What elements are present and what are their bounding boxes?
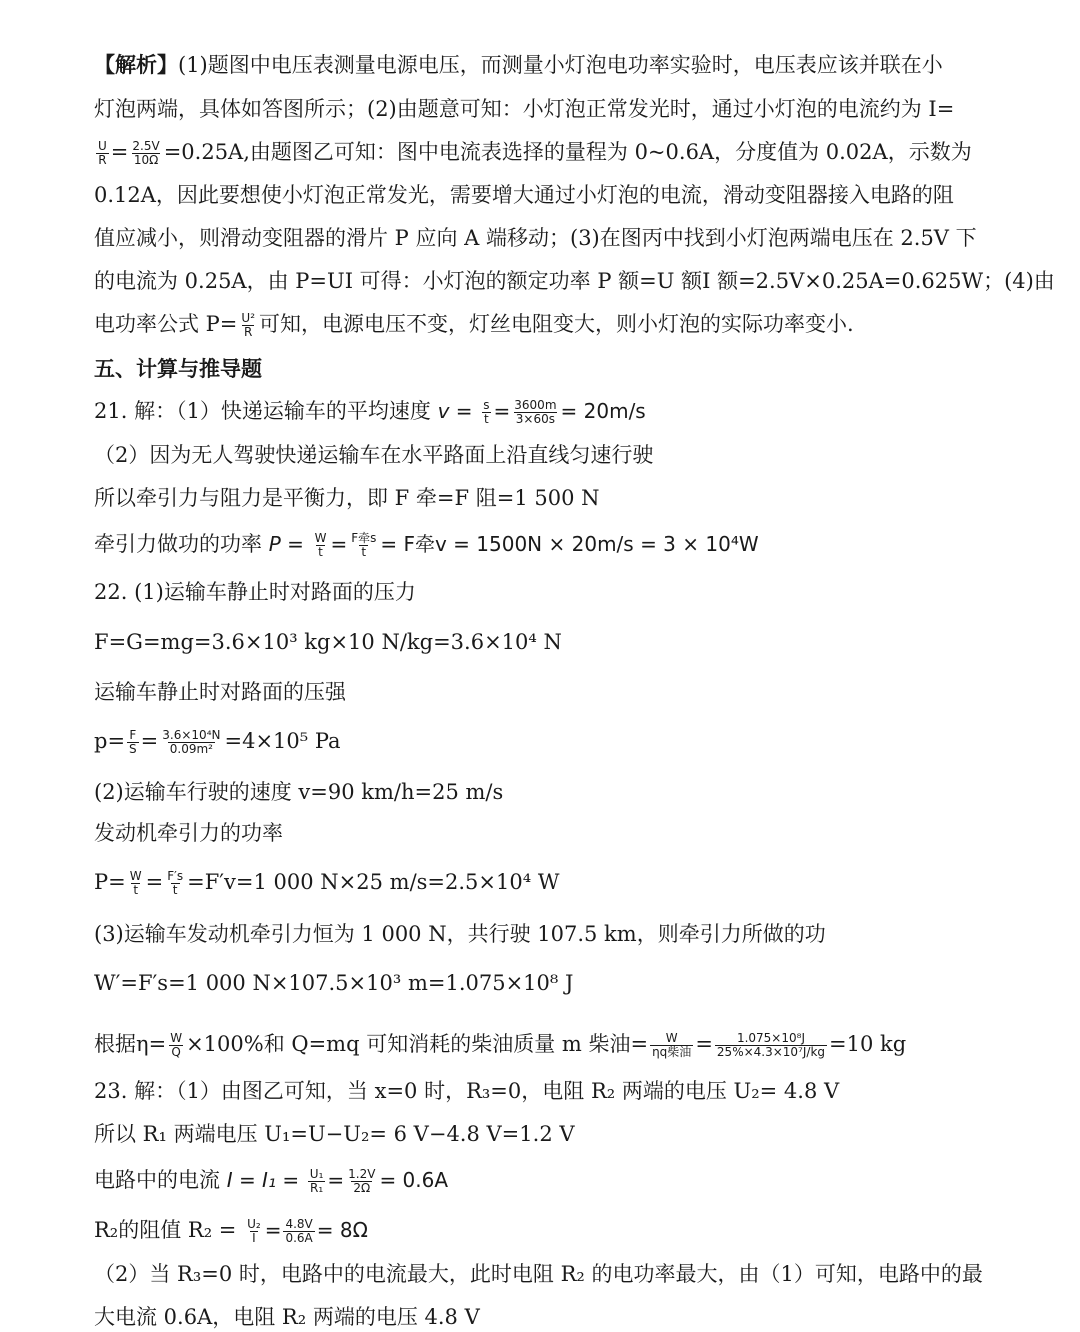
fraction-w-over-q: $\frac{W}{Q}$ (170, 1031, 183, 1059)
fraction-force-over-area: $\frac{\text{3.6×10⁴N}}{\text{0.09m²}}$ (162, 728, 221, 756)
q23-line-6: 大电流 0.6A，电阻 R₂ 两端的电压 4.8 V (94, 1305, 480, 1329)
fraction-mass-calc: $\frac{\text{1.075×10⁸J}}{\text{25\%×4.3×10⁷J/kg}}$ (716, 1031, 826, 1059)
q21-line-2: （2）因为无人驾驶快递运输车在水平路面上沿直线匀速行驶 (94, 443, 654, 467)
fraction-u1-over-r1: $\frac{\text{U₁}}{\text{R₁}}$ (309, 1167, 324, 1195)
q23-line-1: 23. 解：（1）由图乙可知，当 x=0 时，R₃=0，电阻 R₂ 两端的电压 U₂= 4.8 V (94, 1079, 840, 1103)
fraction-1-2v-over-2ohm: $\frac{1.2V}{2\Omega}$ (348, 1167, 376, 1195)
q22-line-7: P= $\frac{W}{t}$ = $\frac{F's}{t}$ =F′v=1 000 N×25 m/s=2.5×10⁴ W (94, 869, 560, 897)
q23-line-2: 所以 R₁ 两端电压 U₁=U−U₂= 6 V−4.8 V=1.2 V (94, 1122, 575, 1146)
fraction-u2-over-r: $\frac{\text{U²}}{R}$ (241, 311, 255, 339)
q21-line-1: 21. 解：（1）快递运输车的平均速度 v = $\frac{s}{t}$ = $\frac{3600m}{3\times 60s}$ = 20m/s (94, 398, 646, 426)
analysis-line-7: 电功率公式 P= $\frac{\text{U²}}{R}$ 可知，电源电压不变，灯丝电阻变大，则小灯泡的实际功率变小. (94, 311, 854, 339)
analysis-line-2: 灯泡两端，具体如答图所示；(2)由题意可知：小灯泡正常发光时，通过小灯泡的电流约为 I= (94, 97, 955, 121)
fraction-fps-over-t: $\frac{F's}{t}$ (167, 869, 184, 897)
fraction-w-over-eta-q: $\frac{W}{\text{ηq柴油}}$ (652, 1031, 692, 1059)
q22-line-9: W′=F′s=1 000 N×107.5×10³ m=1.075×10⁸ J (94, 971, 574, 995)
fraction-fs-over-t: $\frac{\text{F牵s}}{t}$ (351, 531, 377, 559)
analysis-line-1: 【解析】(1)题图中电压表测量电源电压，而测量小灯泡电功率实验时，电压表应该并联在小 (94, 52, 943, 77)
q23-line-3: 电路中的电流 I = I₁ = $\frac{\text{U₁}}{\text{R₁}}$ = $\frac{1.2V}{2\Omega}$ = 0.6A (94, 1167, 449, 1195)
q23-line-5: （2）当 R₃=0 时，电路中的电流最大，此时电阻 R₂ 的电功率最大，由（1）可知，电路中的最 (94, 1262, 983, 1286)
q22-line-3: 运输车静止时对路面的压强 (94, 680, 346, 704)
fraction-s-over-t: $\frac{s}{t}$ (483, 398, 490, 426)
q22-line-8: (3)运输车发动机牵引力恒为 1 000 N，共行驶 107.5 km，则牵引力所做的功 (94, 922, 826, 946)
q22-line-6: 发动机牵引力的功率 (94, 821, 283, 845)
fraction-u2-over-i: $\frac{\text{U₂}}{I}$ (247, 1217, 261, 1245)
q22-line-5: (2)运输车行驶的速度 v=90 km/h=25 m/s (94, 780, 504, 804)
fraction-3600-over-180: $\frac{3600m}{3\times 60s}$ (514, 398, 557, 426)
analysis-line-5: 值应减小，则滑动变阻器的滑片 P 应向 A 端移动；(3)在图丙中找到小灯泡两端电压在 2.5V 下 (94, 226, 977, 250)
q22-line-1: 22. (1)运输车静止时对路面的压力 (94, 580, 416, 604)
analysis-line-4: 0.12A，因此要想使小灯泡正常发光，需要增大通过小灯泡的电流，滑动变阻器接入电路的阻 (94, 183, 954, 207)
q21-line-4: 牵引力做功的功率 P = $\frac{W}{t}$ = $\frac{\text{F牵s}}{t}$ = F牵v = 1500N × 20m/s = 3 × 10⁴W (94, 531, 759, 559)
fraction-w-over-t-2: $\frac{W}{t}$ (129, 869, 142, 897)
analysis-label: 【解析】 (94, 52, 178, 77)
analysis-line-3: $\frac{U}{R}$ = $\frac{2.5V}{10\Omega}$ =0.25A,由题图乙可知：图中电流表选择的量程为 0~0.6A，分度值为 0.02A，示数为 (98, 139, 972, 167)
fraction-w-over-t: $\frac{W}{t}$ (314, 531, 327, 559)
q22-line-2: F=G=mg=3.6×10³ kg×10 N/kg=3.6×10⁴ N (94, 630, 562, 654)
fraction-2-5v-over-10ohm: $\frac{2.5V}{10\Omega}$ (132, 139, 160, 167)
section-heading: 五、计算与推导题 (94, 357, 262, 381)
fraction-f-over-s: $\frac{F}{S}$ (129, 728, 137, 756)
q22-line-10: 根据η= $\frac{W}{Q}$ ×100%和 Q=mq 可知消耗的柴油质量 m 柴油= $\frac{W}{\text{ηq柴油}}$ = $\frac{\text{1.075×10⁸J}}{\text{25\%×4.3×10⁷J/kg}}$ =10 kg (94, 1031, 907, 1059)
fraction-4-8v-over-0-6a: $\frac{4.8V}{0.6A}$ (285, 1217, 313, 1245)
analysis-line-6: 的电流为 0.25A，由 P=UI 可得：小灯泡的额定功率 P 额=U 额I 额=2.5V×0.25A=0.625W；(4)由 (94, 269, 1055, 293)
fraction-u-over-r: $\frac{U}{R}$ (98, 139, 107, 167)
q22-line-4: p= $\frac{F}{S}$ = $\frac{\text{3.6×10⁴N}}{\text{0.09m²}}$ =4×10⁵ Pa (94, 728, 341, 756)
q21-line-3: 所以牵引力与阻力是平衡力，即 F 牵=F 阻=1 500 N (94, 486, 600, 510)
q23-line-4: R₂的阻值 R₂ = $\frac{\text{U₂}}{I}$ = $\frac{4.8V}{0.6A}$ = 8Ω (94, 1217, 368, 1245)
